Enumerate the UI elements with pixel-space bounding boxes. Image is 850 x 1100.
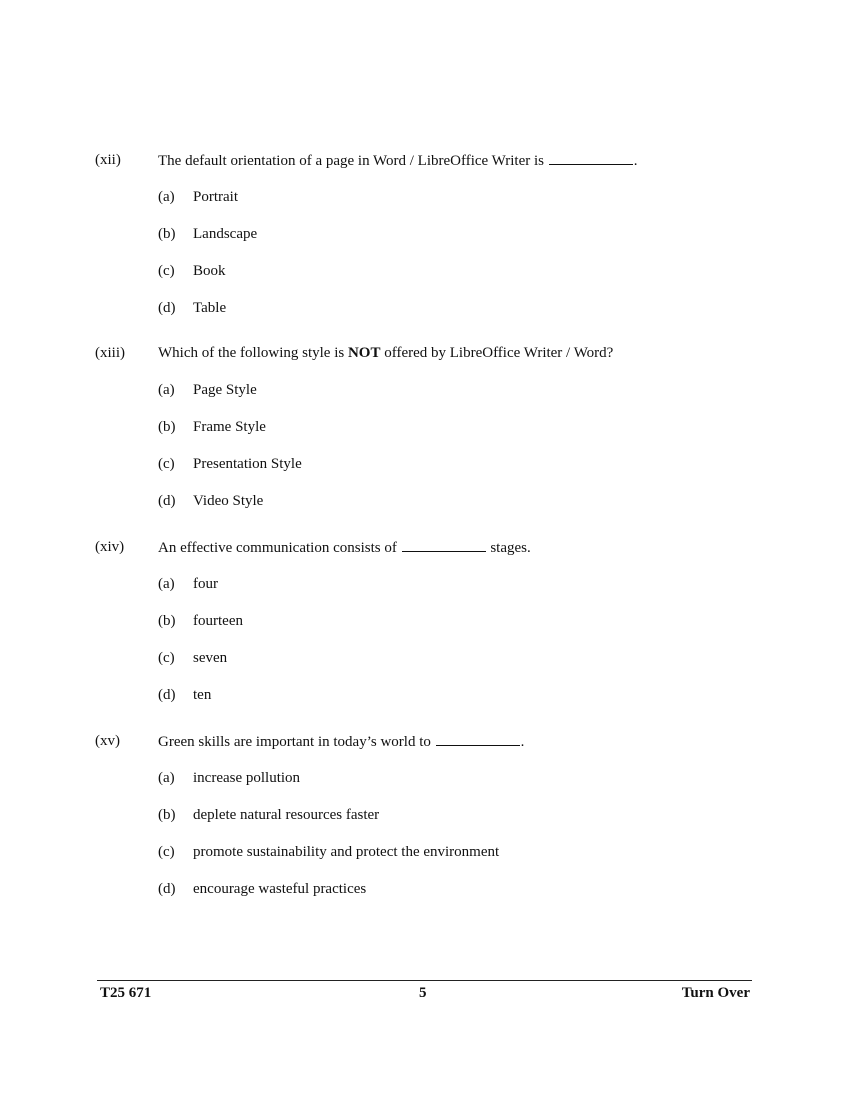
question-row (95, 537, 775, 557)
option-text: Presentation Style (193, 456, 302, 472)
option-text: Portrait (193, 189, 238, 205)
option-letter: (b) (158, 613, 176, 629)
question-text-part: . (633, 153, 638, 169)
question-text (158, 537, 531, 558)
question-text-part: stages. (490, 540, 531, 556)
option-text: Page Style (193, 382, 257, 398)
page-number: 5 (419, 985, 427, 1001)
question-row (95, 731, 775, 751)
question-number: (xv) (95, 733, 120, 749)
question-text (158, 731, 524, 752)
question-row (95, 150, 775, 170)
question-number: (xiv) (95, 539, 125, 555)
option-text: increase pollution (193, 770, 301, 786)
question-text-part: Green skills are important in today’s world to (158, 734, 431, 750)
question-text-part: offered by LibreOffice Writer / Word? (384, 345, 614, 361)
option-text: Video Style (193, 493, 264, 509)
option-letter: (c) (158, 456, 175, 472)
option-letter: (b) (158, 419, 176, 435)
answer-blank (402, 537, 486, 552)
answer-blank (436, 731, 520, 746)
option-text: Landscape (193, 226, 258, 242)
option-letter: (d) (158, 493, 176, 509)
question-text-part: . (520, 734, 525, 750)
question-text-part: Which of the following style is (158, 345, 345, 361)
option-text: Frame Style (193, 419, 266, 435)
option-text: seven (193, 650, 228, 666)
option-letter: (d) (158, 881, 176, 897)
option-text: fourteen (193, 613, 243, 629)
turn-over-label: Turn Over (681, 985, 750, 1001)
question-row (95, 343, 775, 363)
option-text: four (193, 576, 218, 592)
question-xiii (95, 343, 775, 509)
option-letter: (c) (158, 844, 175, 860)
question-text-part: The default orientation of a page in Word / LibreOffice Writer is (158, 153, 544, 169)
option-letter: (c) (158, 650, 175, 666)
option-text: ten (193, 687, 212, 703)
option-letter: (b) (158, 807, 176, 823)
option-letter: (a) (158, 770, 175, 786)
option-letter: (a) (158, 576, 175, 592)
question-text-emphasis: NOT (347, 345, 381, 361)
option-letter: (b) (158, 226, 176, 242)
paper-code: T25 671 (100, 985, 152, 1001)
option-text: Book (193, 263, 226, 279)
option-letter: (d) (158, 300, 176, 316)
question-number: (xii) (95, 152, 121, 168)
question-text-part: An effective communication consists of (158, 540, 397, 556)
option-text: deplete natural resources faster (193, 807, 380, 823)
option-letter: (d) (158, 687, 176, 703)
question-text (158, 150, 637, 171)
question-xv (95, 731, 775, 897)
option-letter: (a) (158, 189, 175, 205)
option-text: Table (193, 300, 227, 316)
footer-divider (97, 980, 752, 981)
question-xiv (95, 537, 775, 703)
option-text: promote sustainability and protect the environment (193, 844, 500, 860)
option-letter: (c) (158, 263, 175, 279)
question-xii (95, 150, 775, 316)
question-text (158, 343, 613, 363)
answer-blank (549, 150, 633, 165)
question-number: (xiii) (95, 345, 125, 361)
option-letter: (a) (158, 382, 175, 398)
option-text: encourage wasteful practices (193, 881, 367, 897)
